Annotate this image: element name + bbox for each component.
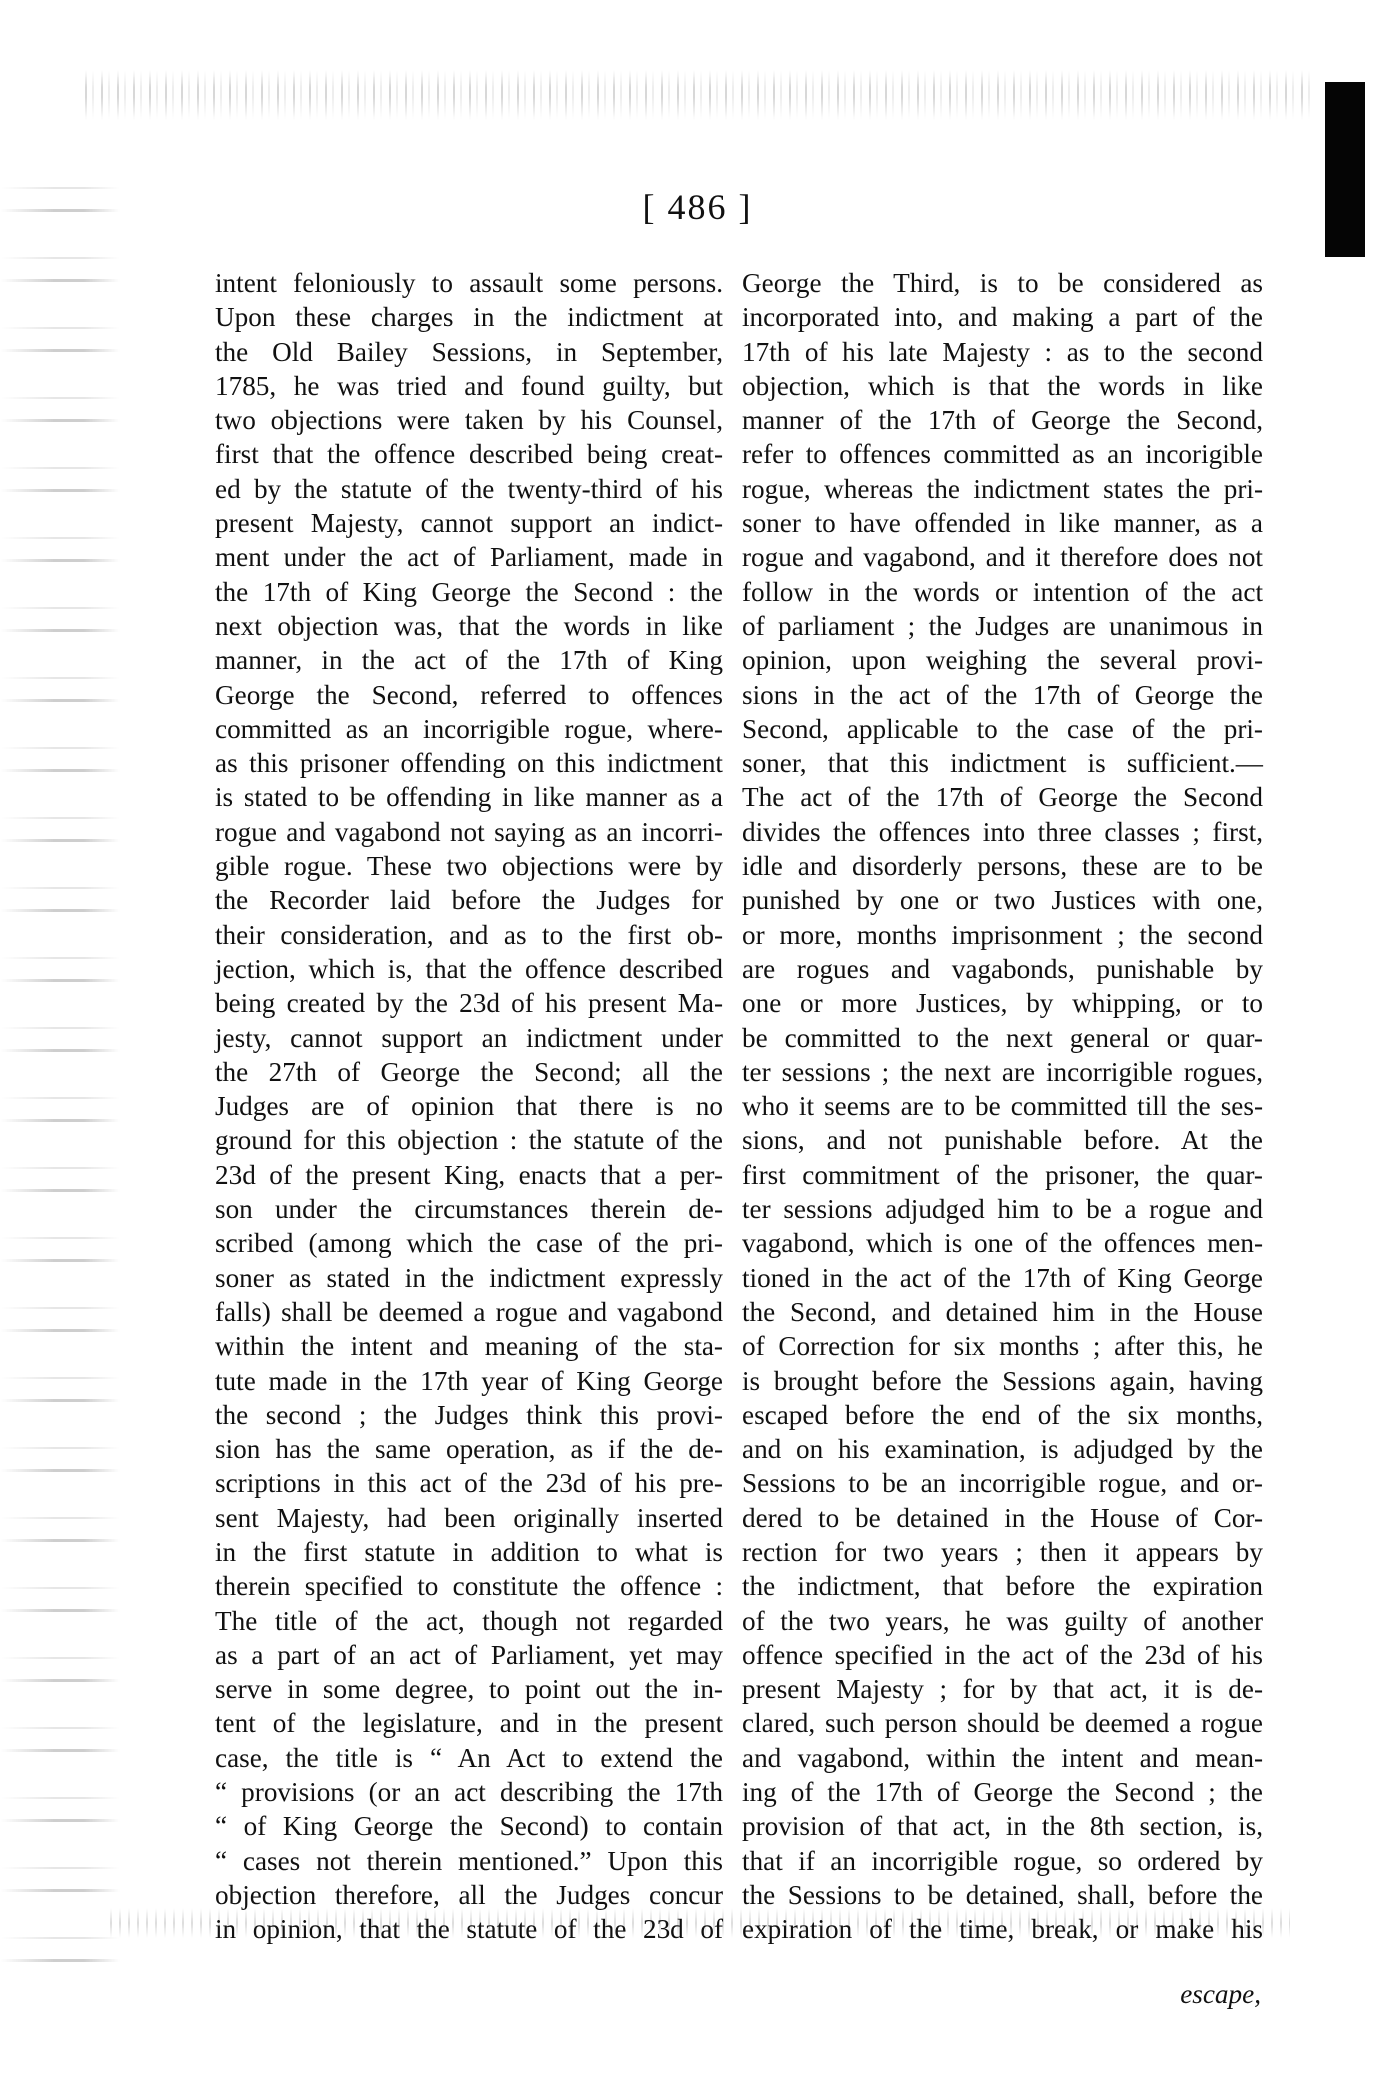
text-line: divides the offences into three classes ; first, [742,816,1263,847]
text-line: Second, applicable to the case of the pri- [742,713,1263,744]
text-line: sions, and not punishable before. At the [742,1125,1263,1156]
text-line: opinion, upon weighing the several provi- [742,645,1263,676]
text-line: of the two years, he was guilty of another [742,1605,1263,1636]
text-line: expiration of the time, break, or make his [742,1914,1263,1945]
text-line: therein specified to constitute the offence : [215,1571,723,1602]
text-line: Sessions to be an incorrigible rogue, and or- [742,1468,1263,1499]
text-line: intent feloniously to assault some persons. [215,268,723,298]
text-line: serve in some degree, to point out the in- [215,1674,723,1705]
text-line: objection therefore, all the Judges concur [215,1879,723,1910]
text-line: of parliament ; the Judges are unanimous in [742,610,1263,641]
scan-noise-left-margin [0,150,120,1980]
text-line: follow in the words or intention of the act [742,576,1263,607]
text-line: jesty, cannot support an indictment under [215,1022,723,1053]
text-line: the Old Bailey Sessions, in September, [215,336,723,367]
text-line: that if an incorrigible rogue, so ordered by [742,1845,1263,1876]
text-line: within the intent and meaning of the sta- [215,1331,723,1362]
text-line: rogue and vagabond not saying as an incorri- [215,816,723,847]
text-line: first commitment of the prisoner, the quar- [742,1159,1263,1190]
text-line: as a part of an act of Parliament, yet may [215,1639,723,1670]
text-line: 1785, he was tried and found guilty, but [215,370,723,401]
page-number: [ 486 ] [642,187,753,227]
text-line: and on his examination, is adjudged by the [742,1434,1263,1465]
text-line: next objection was, that the words in like [215,610,723,641]
text-line: the 27th of George the Second; all the [215,1056,723,1087]
text-line: present Majesty ; for by that act, it is de- [742,1674,1263,1705]
text-line: idle and disorderly persons, these are to be [742,851,1263,882]
text-line: ing of the 17th of George the Second ; the [742,1777,1263,1808]
text-line: The act of the 17th of George the Second [742,782,1263,813]
text-line: soner to have offended in like manner, as a [742,508,1263,539]
text-line: the indictment, that before the expiration [742,1571,1263,1602]
text-line: falls) shall be deemed a rogue and vagabond [215,1296,723,1327]
text-line: ter sessions adjudged him to be a rogue and [742,1194,1263,1225]
text-line: manner, in the act of the 17th of King [215,645,723,676]
text-line: the Recorder laid before the Judges for [215,885,723,916]
text-line: tioned in the act of the 17th of King George [742,1262,1263,1293]
text-line: one or more Justices, by whipping, or to [742,988,1263,1019]
text-line: Upon these charges in the indictment at [215,302,723,333]
text-line: as this prisoner offending on this indictment [215,748,723,779]
text-line: George the Third, is to be considered as [742,268,1263,298]
text-line: rogue, whereas the indictment states the pri- [742,473,1263,504]
text-line: and vagabond, within the intent and mean- [742,1742,1263,1773]
text-line: scriptions in this act of the 23d of his pre- [215,1468,723,1499]
catchword: escape, [1180,1979,1261,2009]
text-line: offence specified in the act of the 23d of his [742,1639,1263,1670]
text-line: 23d of the present King, enacts that a per- [215,1159,723,1190]
text-line: soner as stated in the indictment expressly [215,1262,723,1293]
text-line: sent Majesty, had been originally inserted [215,1502,723,1533]
text-line: case, the title is “ An Act to extend the [215,1742,723,1773]
text-line: present Majesty, cannot support an indict- [215,508,723,539]
text-line: is brought before the Sessions again, having [742,1365,1263,1396]
text-line: the 17th of King George the Second : the [215,576,723,607]
text-line: ed by the statute of the twenty-third of his [215,473,723,504]
text-line: or more, months imprisonment ; the second [742,919,1263,950]
text-line: objection, which is that the words in like [742,370,1263,401]
text-line: rection for two years ; then it appears by [742,1536,1263,1567]
text-line: vagabond, which is one of the offences men- [742,1228,1263,1259]
text-line: the Second, and detained him in the House [742,1296,1263,1327]
page-edge-bar [1325,82,1365,257]
text-line: two objections were taken by his Counsel, [215,405,723,436]
text-line: incorporated into, and making a part of the [742,302,1263,333]
text-line: the Sessions to be detained, shall, before the [742,1879,1263,1910]
text-line: “ of King George the Second) to contain [215,1811,723,1842]
text-line: in the first statute in addition to what is [215,1536,723,1567]
text-line: are rogues and vagabonds, punishable by [742,953,1263,984]
text-line: committed as an incorrigible rogue, where- [215,713,723,744]
text-line: their consideration, and as to the first ob- [215,919,723,950]
text-line: the second ; the Judges think this provi- [215,1399,723,1430]
text-line: 17th of his late Majesty : as to the second [742,336,1263,367]
text-line: of Correction for six months ; after this, he [742,1331,1263,1362]
text-line: sions in the act of the 17th of George the [742,679,1263,710]
text-line: jection, which is, that the offence described [215,953,723,984]
text-line: “ provisions (or an act describing the 17th [215,1777,723,1808]
text-line: scribed (among which the case of the pri- [215,1228,723,1259]
text-line: escaped before the end of the six months, [742,1399,1263,1430]
text-line: “ cases not therein mentioned.” Upon this [215,1845,723,1876]
text-line: George the Second, referred to offences [215,679,723,710]
text-line: being created by the 23d of his present Ma- [215,988,723,1019]
text-line: ment under the act of Parliament, made in [215,542,723,573]
left-text-column [215,266,723,1947]
text-line: ground for this objection : the statute of the [215,1125,723,1156]
text-line: ter sessions ; the next are incorrigible rogues, [742,1056,1263,1087]
text-line: is stated to be offending in like manner as a [215,782,723,813]
text-line: be committed to the next general or quar- [742,1022,1263,1053]
text-line: tute made in the 17th year of King George [215,1365,723,1396]
text-line: manner of the 17th of George the Second, [742,405,1263,436]
text-line: soner, that this indictment is sufficient.— [742,748,1263,779]
text-line: tent of the legislature, and in the present [215,1708,723,1739]
text-line: clared, such person should be deemed a rogue [742,1708,1263,1739]
text-line: who it seems are to be committed till the ses- [742,1091,1263,1122]
text-line: in opinion, that the statute of the 23d of [215,1914,723,1945]
text-line: Judges are of opinion that there is no [215,1091,723,1122]
right-text-column [742,266,1263,1947]
text-line: refer to offences committed as an incorigible [742,439,1263,470]
text-line: rogue and vagabond, and it therefore does not [742,542,1263,573]
text-line: provision of that act, in the 8th section, is, [742,1811,1263,1842]
text-line: first that the offence described being creat- [215,439,723,470]
text-line: son under the circumstances therein de- [215,1194,723,1225]
text-line: gible rogue. These two objections were by [215,851,723,882]
text-line: The title of the act, though not regarded [215,1605,723,1636]
text-line: dered to be detained in the House of Cor- [742,1502,1263,1533]
scan-noise-top [85,70,1315,120]
text-line: punished by one or two Justices with one, [742,885,1263,916]
text-line: sion has the same operation, as if the de- [215,1434,723,1465]
